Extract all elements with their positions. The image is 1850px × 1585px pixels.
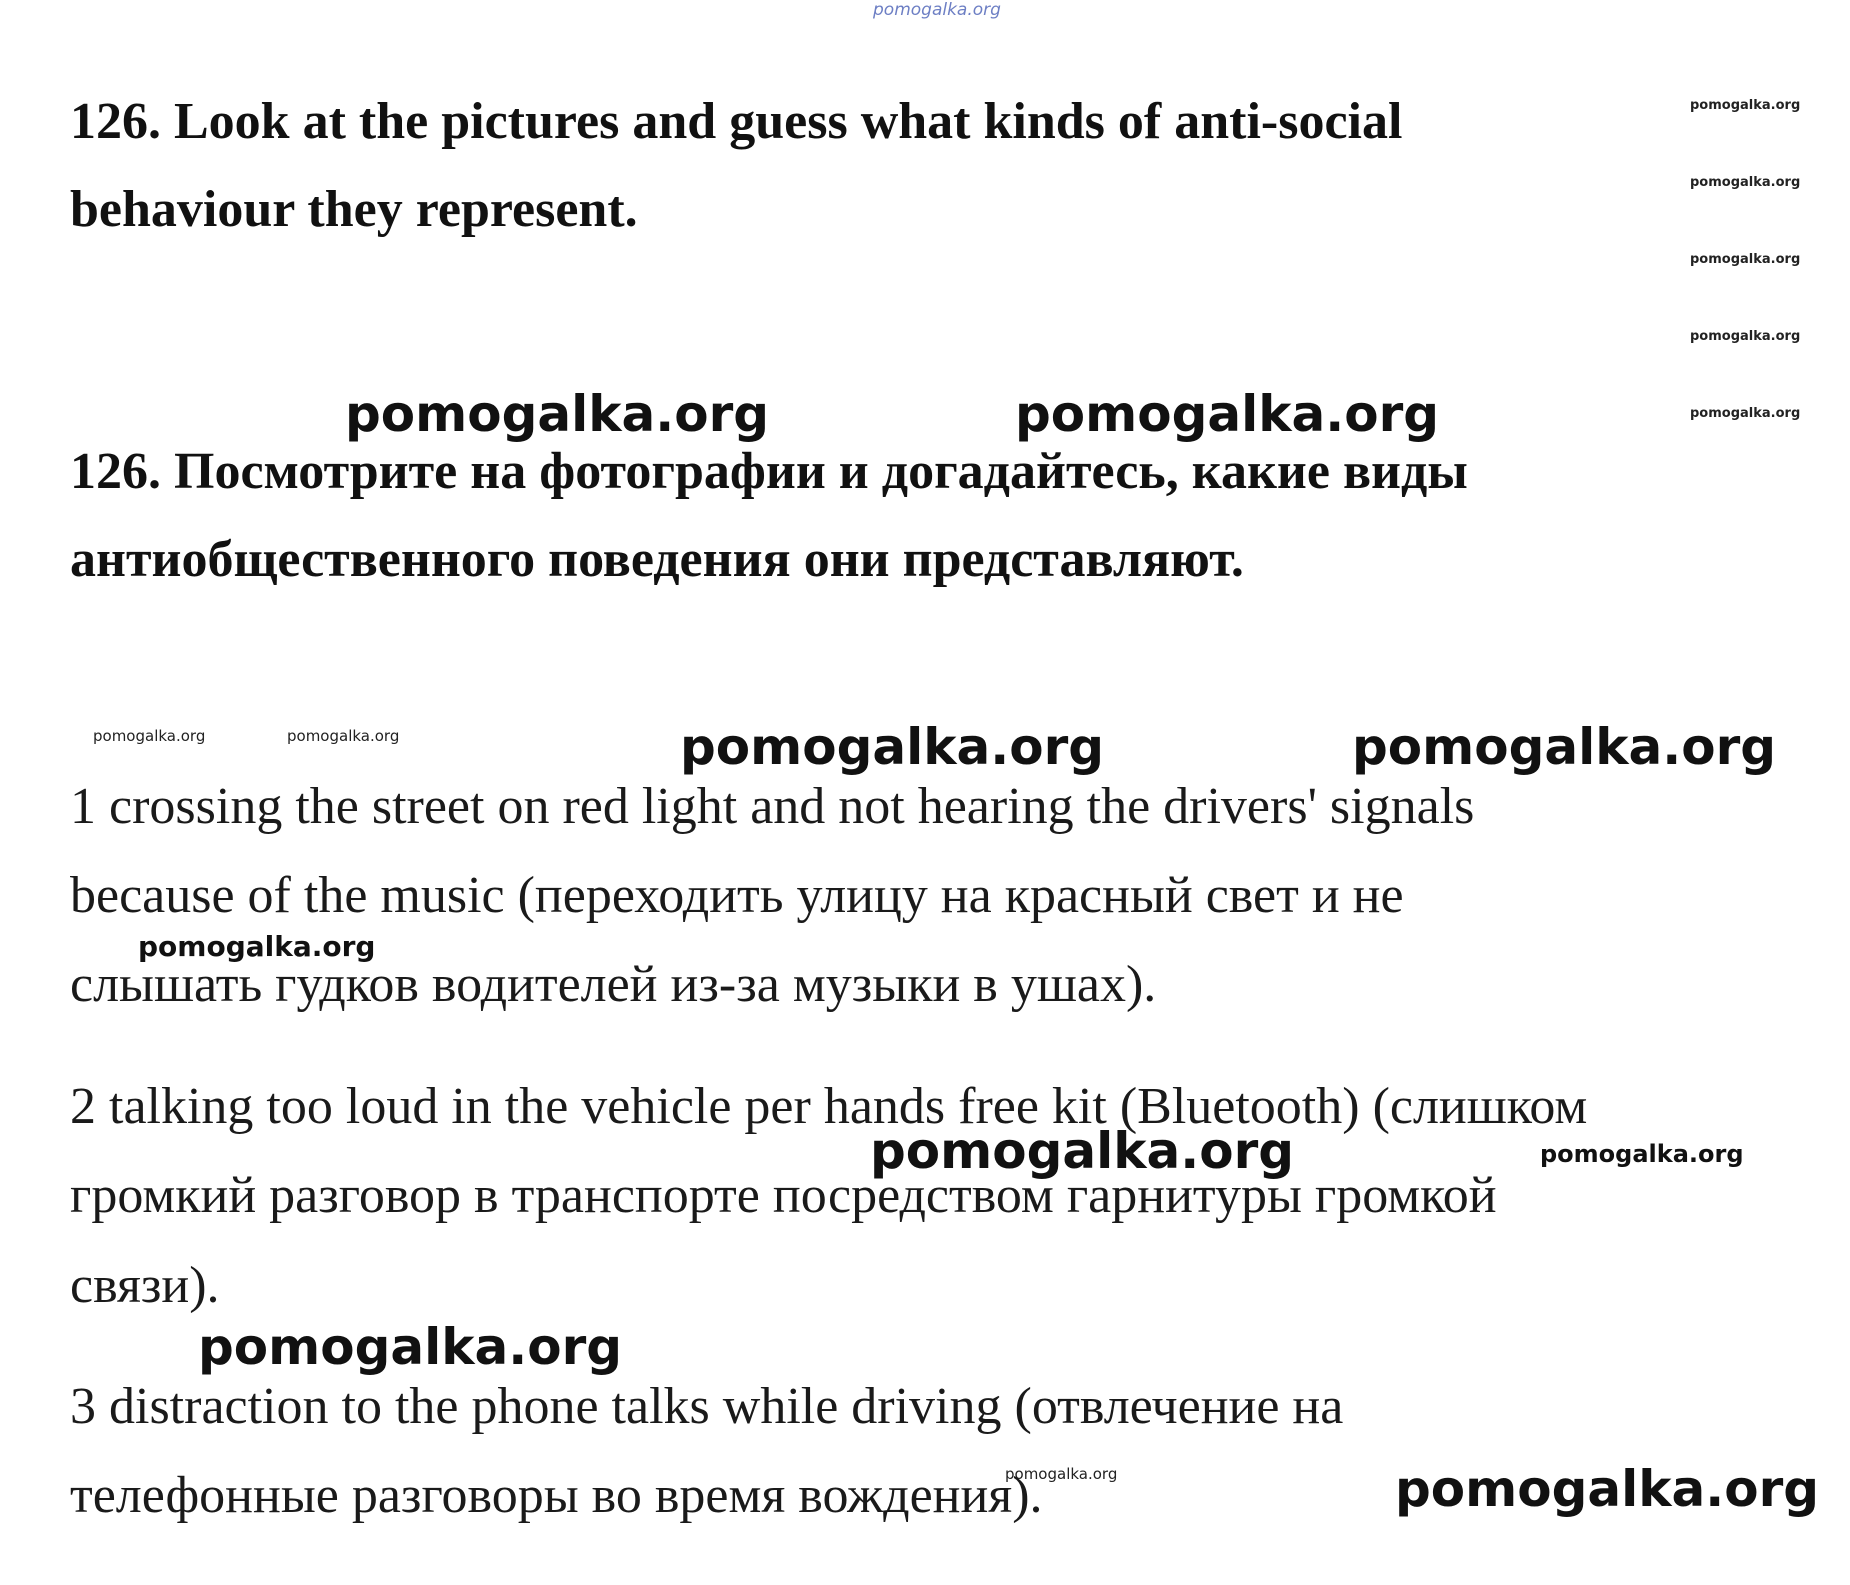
answer-1-line3: слышать гудков водителей из-за музыки в ушах). <box>70 956 1157 1013</box>
watermark-large: pomogalka.org <box>1395 1460 1820 1518</box>
answer-1-line2: because of the music (переходить улицу на красный свет и не <box>70 867 1404 924</box>
task-heading-en-line2: behaviour they represent. <box>70 181 638 238</box>
watermark-small: pomogalka.org <box>1690 252 1801 267</box>
task-heading-ru-line1: 126. Посмотрите на фотографии и догадайтесь, какие виды <box>70 443 1468 500</box>
watermark-large: pomogalka.org <box>870 1122 1295 1180</box>
answer-3-line2: телефонные разговоры во время вождения). <box>70 1467 1043 1524</box>
header-watermark: pomogalka.org <box>873 0 1001 20</box>
answer-1-line1: 1 crossing the street on red light and not hearing the drivers' signals <box>70 778 1475 835</box>
watermark-small: pomogalka.org <box>93 727 206 745</box>
watermark-medium: pomogalka.org <box>138 930 376 963</box>
answer-2-line3: связи). <box>70 1257 220 1314</box>
watermark-small: pomogalka.org <box>1005 1465 1118 1483</box>
answer-3-line1: 3 distraction to the phone talks while driving (отвлечение на <box>70 1378 1344 1435</box>
answer-2-line1: 2 talking too loud in the vehicle per hands free kit (Bluetooth) (слишком <box>70 1078 1588 1135</box>
watermark-small: pomogalka.org <box>1690 175 1801 190</box>
watermark-small: pomogalka.org <box>1690 329 1801 344</box>
watermark-medium: pomogalka.org <box>1540 1140 1744 1168</box>
watermark-large: pomogalka.org <box>680 718 1105 776</box>
watermark-large: pomogalka.org <box>1352 718 1777 776</box>
task-heading-en-line1: 126. Look at the pictures and guess what kinds of anti-social <box>70 93 1403 150</box>
task-heading-ru-line2: антиобщественного поведения они представляют. <box>70 531 1244 588</box>
watermark-large: pomogalka.org <box>198 1318 623 1376</box>
watermark-large: pomogalka.org <box>345 385 770 443</box>
watermark-large: pomogalka.org <box>1015 385 1440 443</box>
answer-2-line2: громкий разговор в транспорте посредством гарнитуры громкой <box>70 1167 1497 1224</box>
watermark-small: pomogalka.org <box>287 727 400 745</box>
watermark-small: pomogalka.org <box>1690 406 1801 421</box>
watermark-small: pomogalka.org <box>1690 98 1801 113</box>
